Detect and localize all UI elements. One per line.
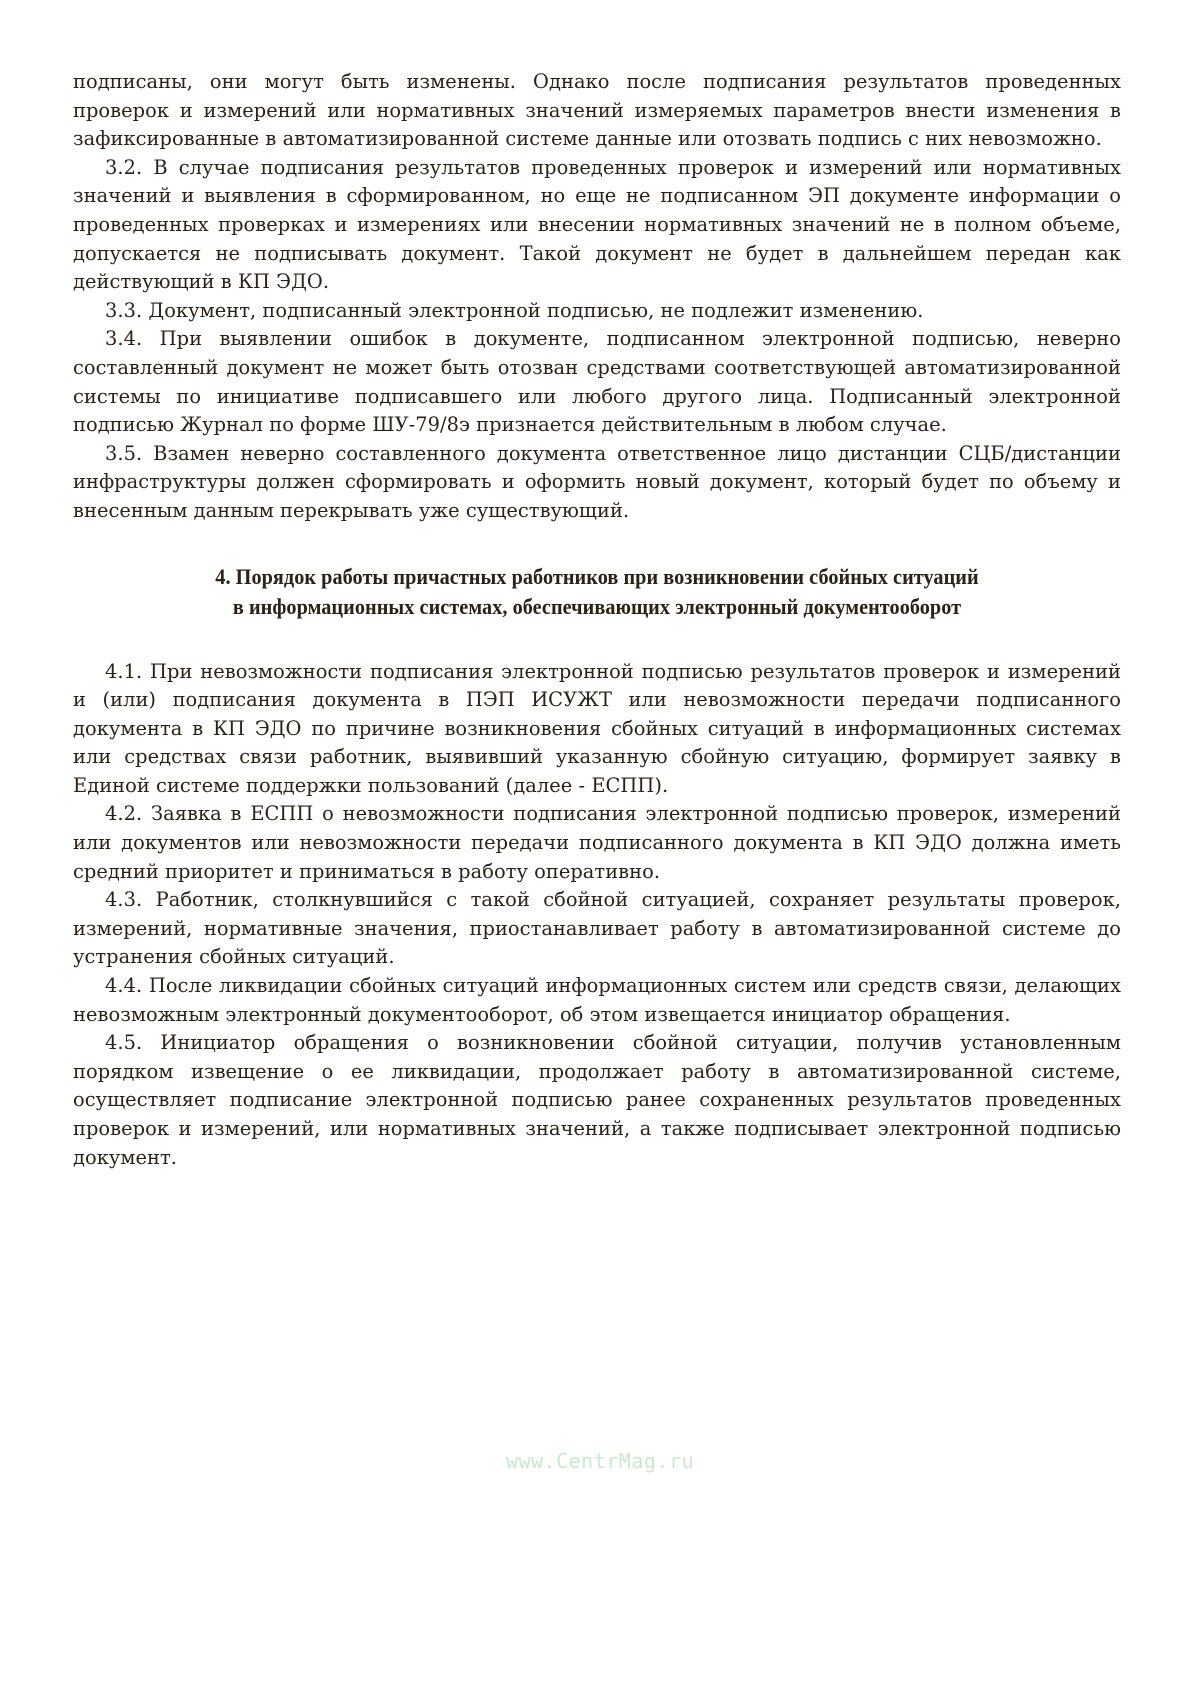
- paragraph-4-5: 4.5. Инициатор обращения о возникновении сбойной ситуации, получив установленным порядком извещение о ее ликвидации, продолжает работу в автоматизированной системе, осуществляет подписание электронной подписью ранее сохраненных результатов проведенных проверок и измерений, или нормативных значений, а также подписывает электронной подписью документ.: [73, 1031, 1121, 1169]
- paragraph-4-4: 4.4. После ликвидации сбойных ситуаций информационных систем или средств связи, делающих невозможным электронный документооборот, об этом извещается инициатор обращения.: [73, 974, 1121, 1026]
- paragraph-3-4: 3.4. При выявлении ошибок в документе, подписанном электронной подписью, неверно составленный документ не может быть отозван средствами соответствующей автоматизированной системы по инициативе подписавшего или любого другого лица. Подписанный электронной подписью Журнал по форме ШУ-79/8э признается действительным в любом случае.: [73, 327, 1121, 437]
- paragraph-4-2: 4.2. Заявка в ЕСПП о невозможности подписания электронной подписью проверок, измерений или документов или невозможности передачи подписанного документа в КП ЭДО должна иметь средний приоритет и приниматься в работу оперативно.: [73, 802, 1121, 883]
- paragraph-3-3: 3.3. Документ, подписанный электронной подписью, не подлежит изменению.: [105, 298, 924, 322]
- paragraph-4-1: 4.1. При невозможности подписания электронной подписью результатов проверок и измерений и (или) подписания документа в ПЭП ИСУЖТ или невозможности передачи подписанного документа в КП ЭДО по причине возникновения сбойных ситуаций в информационных системах или средствах связи работник, выявивший указанную сбойную ситуацию, формирует заявку в Единой системе поддержки пользований (далее - ЕСПП).: [73, 659, 1121, 797]
- section-4-heading: [115, 562, 1079, 622]
- section-4-heading-line-2: в информационных системах, обеспечивающих электронный документооборот: [232, 593, 962, 619]
- paragraph-3-2: 3.2. В случае подписания результатов проведенных проверок и измерений или нормативных значений и выявления в сформированном, но еще не подписанном ЭП документе информации о проведенных проверках и измерениях или внесении нормативных значений не в полном объеме, допускается не подписывать документ. Такой документ не будет в дальнейшем передан как действующий в КП ЭДО.: [73, 155, 1121, 294]
- document-page: [73, 68, 1121, 1172]
- paragraph-3-5: 3.5. Взамен неверно составленного документа ответственное лицо дистанции СЦБ/дистанции инфраструктуры должен сформировать и оформить новый документ, который будет по объему и внесенным данным перекрывать уже существующий.: [73, 441, 1121, 522]
- section-4-heading-line-1: 4. Порядок работы причастных работников при возникновении сбойных ситуаций: [215, 563, 979, 589]
- section-3-continuation-paragraph: подписаны, они могут быть изменены. Однако после подписания результатов проведенных проверок и измерений или нормативных значений измеряемых параметров внести изменения в зафиксированные в автоматизированной системе данные или отозвать подпись с них невозможно.: [73, 70, 1121, 151]
- watermark-text: www.CentrMag.ru: [505, 1449, 695, 1473]
- paragraph-4-3: 4.3. Работник, столкнувшийся с такой сбойной ситуацией, сохраняет результаты проверок, измерений, нормативные значения, приостанавливает работу в автоматизированной системе до устранения сбойных ситуаций.: [73, 888, 1121, 969]
